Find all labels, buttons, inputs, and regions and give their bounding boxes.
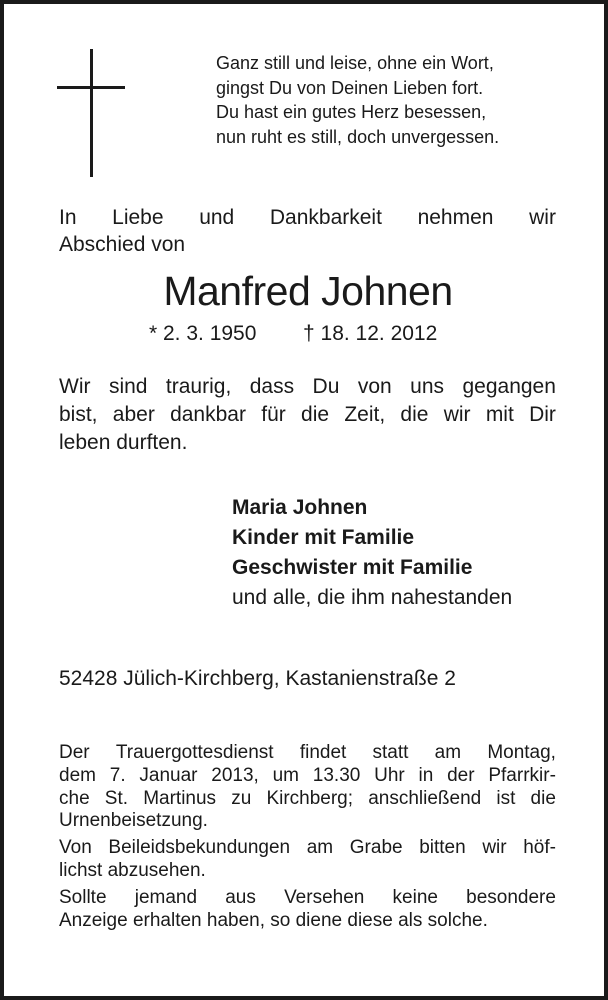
word: traurig, [165,375,232,398]
word: um [272,764,300,786]
word: Von [59,837,92,859]
word: St. [104,787,129,809]
word: wir [529,206,556,229]
death-date: † 18. 12. 2012 [303,322,438,345]
poem-line: Ganz still und leise, ohne ein Wort, [216,53,494,73]
word: Zeit, [344,403,386,426]
word: Grabe [349,837,403,859]
notice-line: Anzeige erhalten haben, so diene diese als solche. [59,909,488,931]
mourner-others: und alle, die ihm nahestanden [232,586,513,609]
word: anschließend [368,787,482,809]
word: Montag, [487,742,556,763]
message-line-1 [59,373,556,401]
word: bitten [419,837,466,859]
notice-line [59,837,556,860]
notice-line [59,788,556,811]
farewell-message [59,373,556,457]
message-line-3: leben durften. [59,431,188,454]
intro-text [59,204,556,258]
mourners-list [232,493,512,613]
cross-horizontal-bar [57,86,125,89]
birth-date: * 2. 3. 1950 [149,322,257,345]
word: 13.30 [312,764,361,786]
word: Sollte [59,886,107,908]
word: die [530,787,556,809]
word: Kirchberg; [266,787,354,809]
word: Dir [529,403,556,426]
word: statt [372,742,409,763]
word: bist, [59,403,98,426]
word: und [199,206,235,229]
word: In [59,206,77,229]
word: Liebe [112,206,164,229]
word: Versehen [284,886,365,908]
word: die [400,403,429,426]
mourner: Maria Johnen [232,496,368,519]
notice-line [59,742,556,765]
poem-line: Du hast ein gutes Herz besessen, [216,102,487,122]
word: wir [443,403,471,426]
word: aber [112,403,155,426]
notice-line: lichst abzusehen. [59,859,206,881]
word: Trauergottesdienst [115,742,274,763]
funeral-notice [59,742,556,932]
word: findet [299,742,347,763]
notice-line [59,887,556,910]
word: dass [249,375,295,398]
word: besondere [466,886,556,908]
word: der [447,764,475,786]
word: Januar [139,764,198,786]
word: Beileidsbekundungen [108,837,291,859]
address: 52428 Jülich-Kirchberg, Kastanienstraße 2 [59,667,456,690]
word: nehmen [417,206,494,229]
cross-vertical-bar [90,49,93,177]
notice-line: Urnenbeisetzung. [59,810,208,832]
mourner: Kinder mit Familie [232,526,415,549]
word: keine [392,886,438,908]
word: gegangen [462,375,556,398]
mourner: Geschwister mit Familie [232,556,473,579]
word: Wir [59,375,91,398]
word: zu [231,787,252,809]
word: Der [59,742,90,763]
word: dem [59,764,96,786]
word: 7. [109,764,126,786]
word: höf- [523,837,556,859]
word: die [301,403,330,426]
word: che [59,787,90,809]
word: uns [410,375,445,398]
word: aus [225,886,256,908]
word: am [306,837,334,859]
notice-line [59,765,556,788]
word: am [434,742,462,763]
word: von [357,375,392,398]
word: mit [485,403,514,426]
word: dankbar [170,403,246,426]
word: Martinus [143,787,217,809]
word: wir [482,837,507,859]
poem-line: gingst Du von Deinen Lieben fort. [216,77,484,98]
intro-line-2: Abschied von [59,233,186,256]
word: Du [312,375,340,398]
word: ist [496,787,516,809]
word: jemand [134,886,198,908]
poem-line: nun ruht es still, doch unvergessen. [216,126,500,147]
message-line-2 [59,401,556,429]
poem [216,51,566,149]
word: 2013, [211,764,259,786]
word: Dankbarkeit [269,206,382,229]
word: Uhr [374,764,405,786]
word: in [418,764,434,786]
word: sind [108,375,148,398]
word: Pfarrkir- [488,764,556,786]
intro-line-1 [59,204,556,231]
deceased-name: Manfred Johnen [163,268,453,314]
word: für [261,403,286,426]
